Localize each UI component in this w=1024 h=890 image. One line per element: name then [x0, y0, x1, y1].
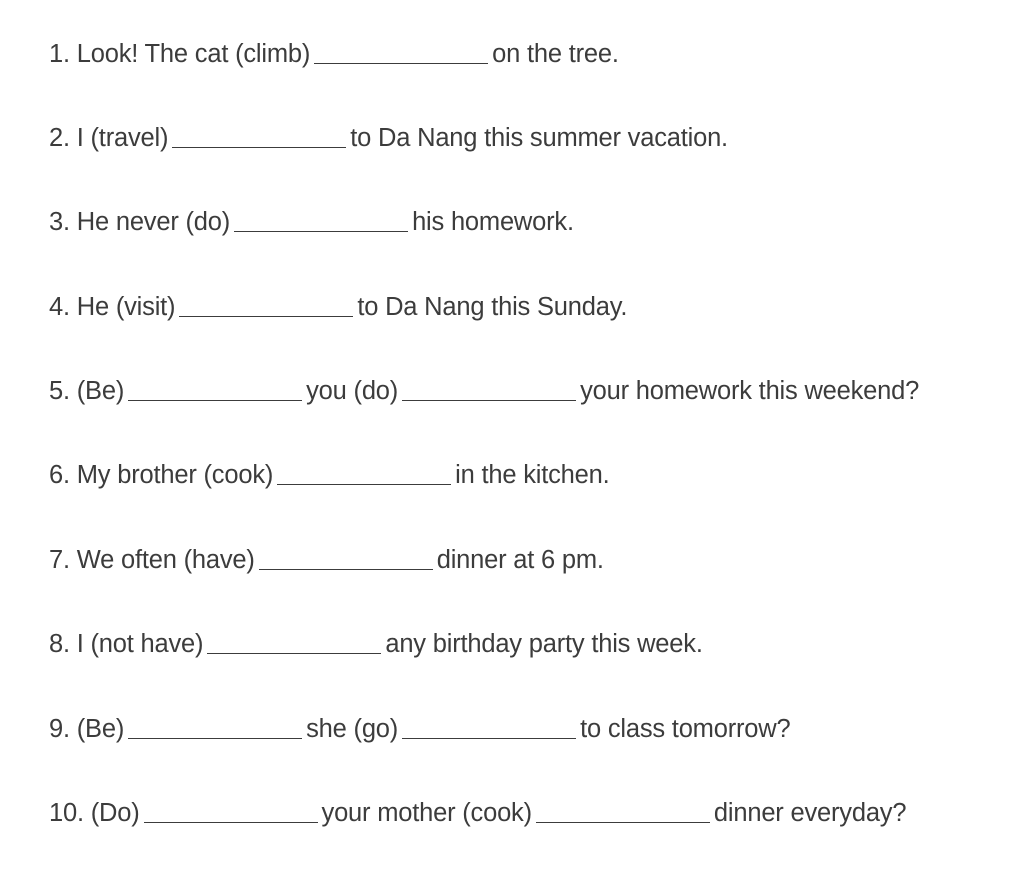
answer-blank[interactable] — [128, 378, 302, 401]
question-text: you (do) — [306, 377, 399, 405]
question-text: dinner at 6 pm. — [436, 546, 604, 574]
question-text: 2. I (travel) — [49, 124, 169, 152]
answer-blank[interactable] — [128, 716, 302, 739]
question-text: 3. He never (do) — [49, 208, 231, 236]
question-text: your homework this weekend? — [580, 377, 920, 405]
question-text: his homework. — [412, 208, 574, 236]
question-3 — [49, 205, 574, 239]
answer-blank[interactable] — [144, 800, 318, 823]
question-text: your mother (cook) — [321, 799, 532, 827]
answer-blank[interactable] — [259, 547, 433, 570]
question-5 — [49, 374, 919, 408]
answer-blank[interactable] — [277, 462, 451, 485]
question-text: 6. My brother (cook) — [49, 461, 274, 489]
question-text: 10. (Do) — [49, 799, 140, 827]
question-text: to Da Nang this summer vacation. — [350, 124, 728, 152]
question-text: she (go) — [306, 715, 399, 743]
answer-blank[interactable] — [314, 41, 488, 64]
question-6 — [49, 458, 610, 492]
question-text: 1. Look! The cat (climb) — [49, 40, 311, 68]
answer-blank[interactable] — [402, 378, 576, 401]
answer-blank[interactable] — [207, 631, 381, 654]
question-text: 9. (Be) — [49, 715, 125, 743]
answer-blank[interactable] — [179, 294, 353, 317]
question-text: 5. (Be) — [49, 377, 125, 405]
answer-blank[interactable] — [172, 125, 346, 148]
question-text: 7. We often (have) — [49, 546, 255, 574]
question-text: to class tomorrow? — [580, 715, 791, 743]
answer-blank[interactable] — [234, 209, 408, 232]
question-10 — [49, 796, 906, 830]
question-text: to Da Nang this Sunday. — [357, 293, 628, 321]
question-text: any birthday party this week. — [385, 630, 703, 658]
question-text: 4. He (visit) — [49, 293, 176, 321]
question-1 — [49, 37, 619, 71]
question-2 — [49, 121, 728, 155]
question-text: on the tree. — [492, 40, 619, 68]
answer-blank[interactable] — [402, 716, 576, 739]
question-text: dinner everyday? — [713, 799, 907, 827]
question-text: in the kitchen. — [455, 461, 610, 489]
answer-blank[interactable] — [536, 800, 710, 823]
question-9 — [49, 712, 790, 746]
question-4 — [49, 290, 627, 324]
question-7 — [49, 543, 604, 577]
question-8 — [49, 627, 703, 661]
question-text: 8. I (not have) — [49, 630, 204, 658]
